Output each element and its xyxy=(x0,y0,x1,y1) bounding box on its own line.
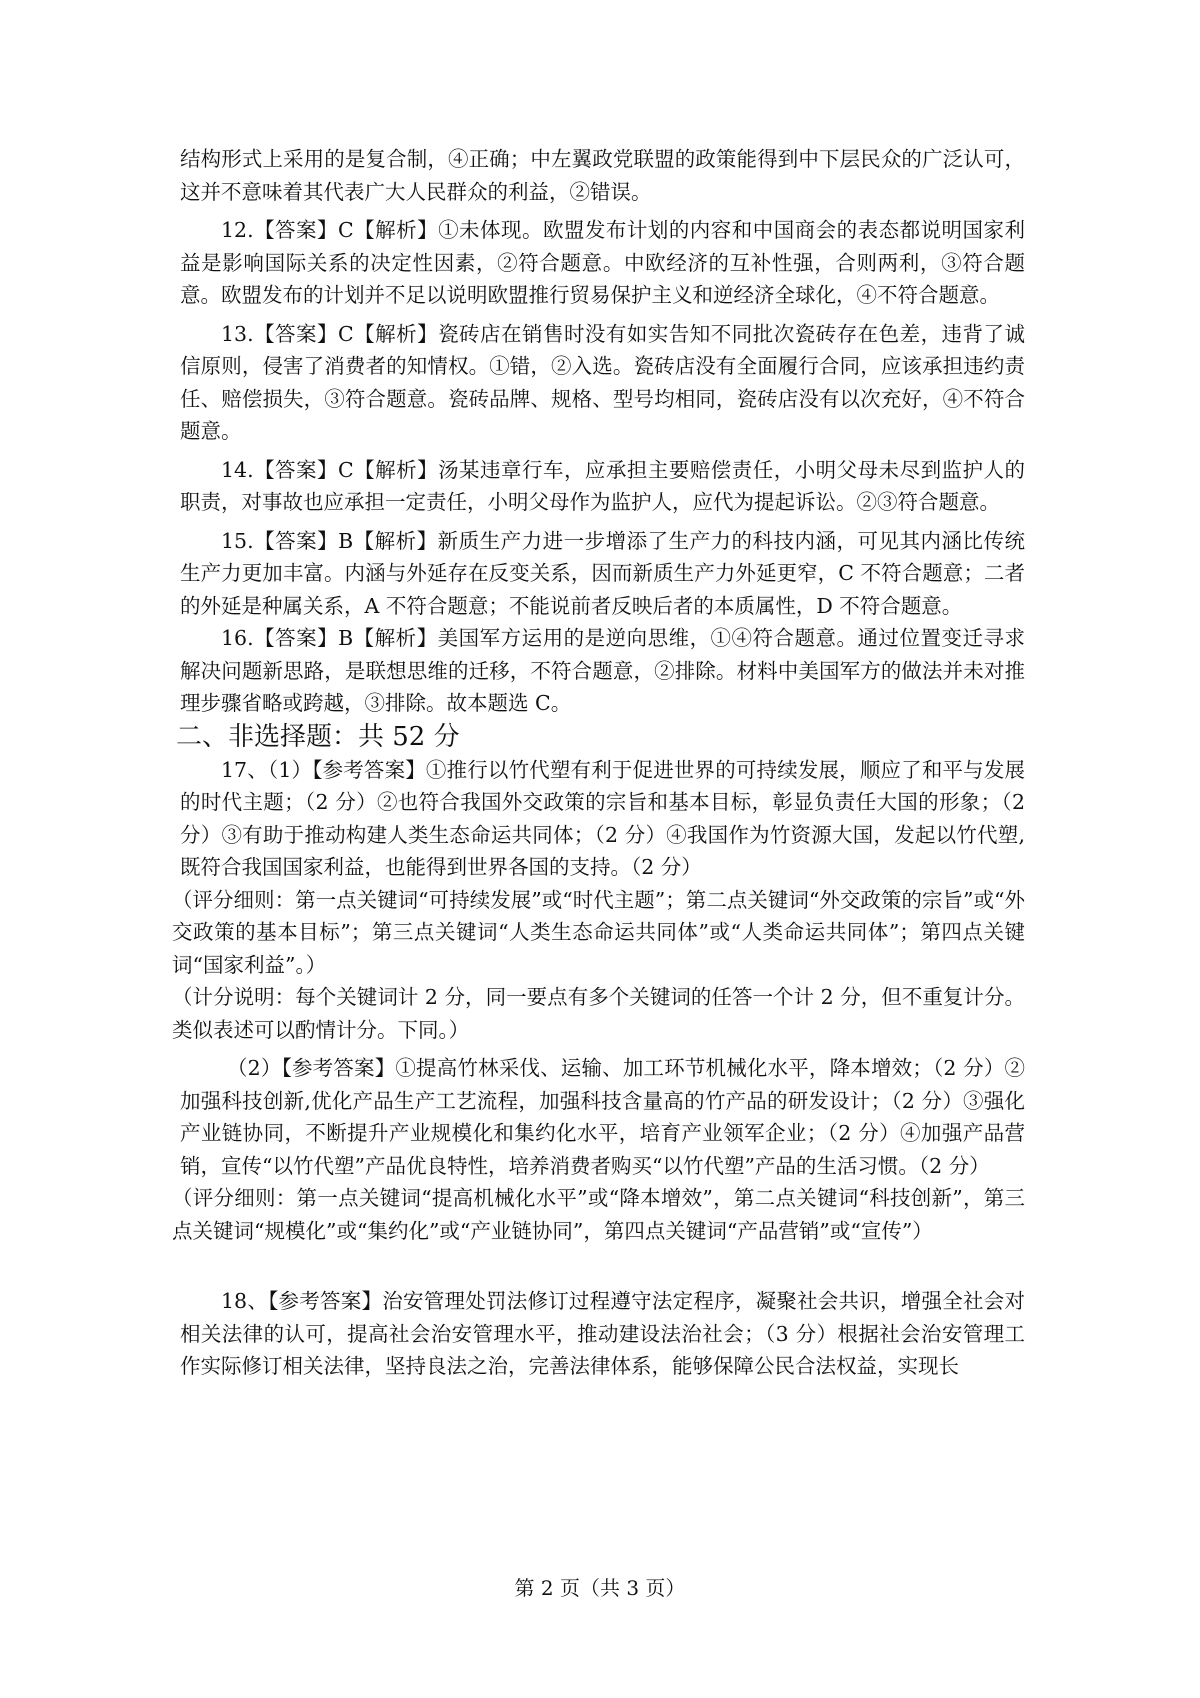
answer-13: 13.【答案】C【解析】瓷砖店在销售时没有如实告知不同批次瓷砖存在色差，违背了诚信原则，侵害了消费者的知情权。①错，②入选。瓷砖店没有全面履行合同，应该承担违约责任、赔偿损失，③符合题意。瓷砖品牌、规格、型号均相同，瓷砖店没有以次充好，④不符合题意。 xyxy=(180,321,1025,443)
answer-17-part-1-note: （计分说明：每个关键词计 2 分，同一要点有多个关键词的任答一个计 2 分，但不重复计分。类似表述可以酌情计分。下同。） xyxy=(172,985,1025,1042)
answer-17-part-2: （2）【参考答案】①提高竹林采伐、运输、加工环节机械化水平，降本增效；（2 分）②加强科技创新,优化产品生产工艺流程，加强科技含量高的竹产品的研发设计；（2 分）③强化产业链协同，不断提升产业规模化和集约化水平，培育产业领军企业；（2 分）④加强产品营销，宣传“以竹代塑”产品优良特性，培养消费者购买“以竹代塑”产品的生活习惯。（2 分） xyxy=(180,1056,1025,1178)
page-content xyxy=(172,143,1025,1383)
page-footer: 第 2 页（共 3 页） xyxy=(514,1576,686,1600)
section-2-heading: 二、非选择题：共 52 分 xyxy=(176,721,460,752)
answer-17-part-1: 17、（1）【参考答案】①推行以竹代塑有利于促进世界的可持续发展，顺应了和平与发展的时代主题；（2 分）②也符合我国外交政策的宗旨和基本目标，彰显负责任大国的形象；（2 分）③有助于推动构建人类生态命运共同体；（2 分）④我国作为竹资源大国，发起以竹代塑,既符合我国国家利益，也能得到世界各国的支持。（2 分） xyxy=(180,757,1025,879)
answer-17-part-1-scoring: （评分细则：第一点关键词“可持续发展”或“时代主题”；第二点关键词“外交政策的宗旨”或“外交政策的基本目标”；第三点关键词“人类生态命运共同体”或“人类命运共同体”；第四点关键词“国家利益”。） xyxy=(172,887,1025,977)
answer-11-continuation: 结构形式上采用的是复合制，④正确；中左翼政党联盟的政策能得到中下层民众的广泛认可，这并不意味着其代表广大人民群众的利益，②错误。 xyxy=(180,147,1025,204)
answer-16: 16.【答案】B【解析】美国军方运用的是逆向思维，①④符合题意。通过位置变迁寻求解决问题新思路，是联想思维的迁移，不符合题意，②排除。材料中美国军方的做法并未对推理步骤省略或跨越，③排除。故本题选 C。 xyxy=(180,626,1025,715)
answer-18: 18、【参考答案】治安管理处罚法修订过程遵守法定程序，凝聚社会共识，增强全社会对相关法律的认可，提高社会治安管理水平，推动建设法治社会；（3 分）根据社会治安管理工作实际修订相关法律，坚持良法之治，完善法律体系，能够保障公民合法权益，实现长 xyxy=(180,1289,1025,1378)
answer-15: 15.【答案】B【解析】新质生产力进一步增添了生产力的科技内涵，可见其内涵比传统生产力更加丰富。内涵与外延存在反变关系，因而新质生产力外延更窄，C 不符合题意；二者的外延是种属关系，A 不符合题意；不能说前者反映后者的本质属性，D 不符合题意。 xyxy=(180,528,1025,618)
answer-12: 12.【答案】C【解析】①未体现。欧盟发布计划的内容和中国商会的表态都说明国家利益是影响国际关系的决定性因素，②符合题意。中欧经济的互补性强，合则两利，③符合题意。欧盟发布的计划并不足以说明欧盟推行贸易保护主义和逆经济全球化，④不符合题意。 xyxy=(180,218,1025,307)
answer-14: 14.【答案】C【解析】汤某违章行车，应承担主要赔偿责任，小明父母未尽到监护人的职责，对事故也应承担一定责任，小明父母作为监护人，应代为提起诉讼。②③符合题意。 xyxy=(180,457,1025,514)
answer-17-part-2-scoring: （评分细则：第一点关键词“提高机械化水平”或“降本增效”，第二点关键词“科技创新”，第三点关键词“规模化”或“集约化”或“产业链协同”，第四点关键词“产品营销”或“宣传”） xyxy=(172,1186,1025,1243)
